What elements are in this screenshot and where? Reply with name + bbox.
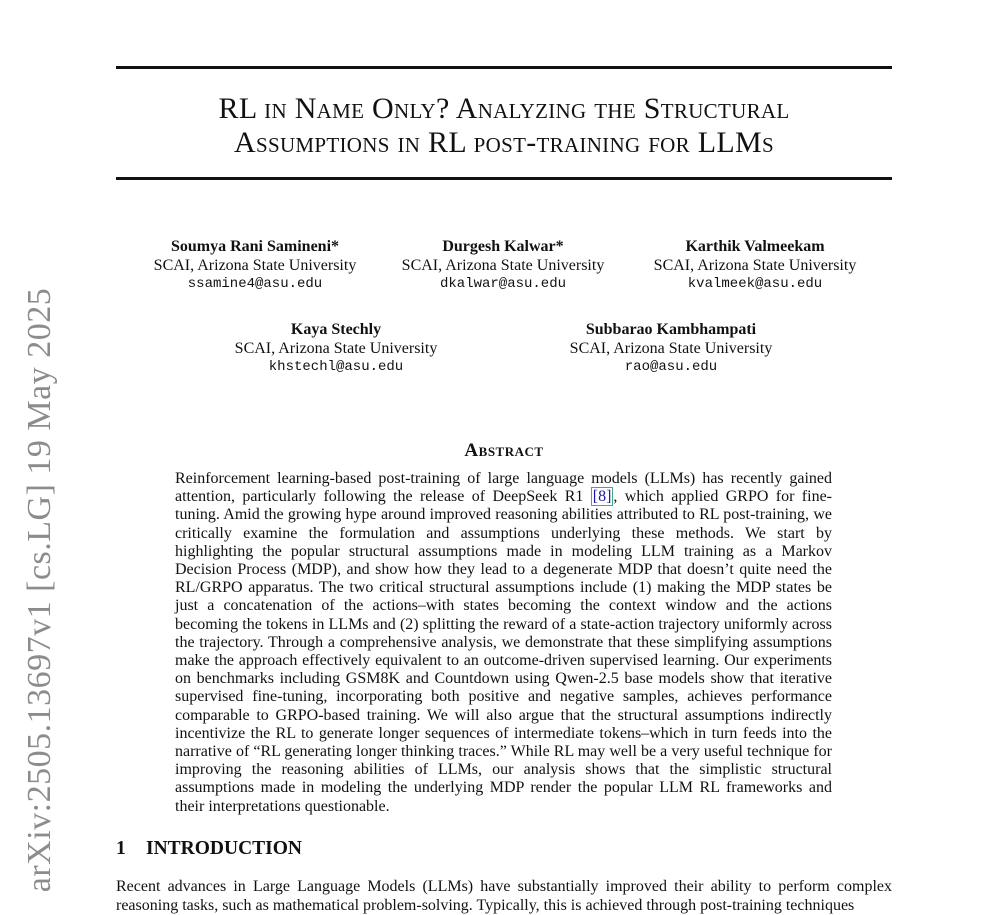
arxiv-stamp: arXiv:2505.13697v1 [cs.LG] 19 May 2025 [21,287,58,893]
author-name: Soumya Rani Samineni* [170,238,340,255]
author-affiliation: SCAI, Arizona State University [569,339,773,357]
author-email: ssamine4@asu.edu [187,276,323,292]
abstract-text: , which applied GRPO for fine-tuning. Amid the growing hype around improved reasoning abilities attributed to RL post-training, we critically examine the formulation and assumptions underlying these methods. We start by highlighting the popular structural assumptions made in modeling LLM training as a Markov Decision Process (MDP), and show how they lead to a degenerate MDP that doesn’t quite need the RL/GRPO apparatus. The two critical structural assumptions include (1) making the MDP states be just a concatenation of the actions–with states becoming the context window and the actions becoming the tokens in LLMs and (2) splitting the reward of a state-action trajectory uniformly across the trajectory. Through a comprehensive analysis, we demonstrate that these simplifying assumptions make the approach effectively equivalent to an outcome-driven supervised learning. Our experiments on benchmarks including GSM8K and Countdown using Qwen-2.5 base models show that iterative supervised fine-tuning, incorporating both positive and negative samples, achieves performance comparable to GRPO-based training. We will also argue that the structural assumptions indirectly incentivize the RL to generate longer sequences of intermediate tokens–which in turn feeds into the narrative of “RL generating longer thinking traces.” While RL may well be a very useful technique for improving the reasoning abilities of LLMs, our analysis shows that the simplistic structural assumptions made in modeling the underlying MDP render the popular LLM RL frameworks and their interpretations questionable. [175,488,833,815]
author-block [211,321,461,377]
author-email: dkalwar@asu.edu [439,276,567,292]
author-name: Subbarao Kambhampati [585,321,757,338]
title-line-1: RL in Name Only? Analyzing the Structural [218,92,790,125]
author-name: Kaya Stechly [290,321,382,338]
author-name: Durgesh Kalwar* [442,238,564,255]
author-affiliation: SCAI, Arizona State University [401,256,605,274]
title-top-rule [116,66,892,69]
author-block [546,321,796,377]
section-number: 1 [116,838,126,859]
author-block [130,238,380,294]
author-affiliation: SCAI, Arizona State University [653,256,857,274]
author-block [378,238,628,294]
author-email: rao@asu.edu [624,359,718,375]
author-block [630,238,880,294]
intro-paragraph: Recent advances in Large Language Models (LLMs) have substantially improved their ability to perform complex reasoning tasks, such as mathematical problem-solving. Typically, this is achieved through post-training techniques [116,878,892,914]
paper-title [116,92,892,160]
abstract-heading: Abstract [464,440,544,461]
author-affiliation: SCAI, Arizona State University [153,256,357,274]
section-heading [116,838,302,860]
abstract-body [175,470,832,816]
title-bottom-rule [116,177,892,180]
citation-link[interactable]: [8] [592,488,612,506]
author-email: khstechl@asu.edu [268,359,404,375]
abstract-text: Reinforcement learning-based post-training of large language models (LLMs) has recently gained attention, particularly following the release of DeepSeek R1 [175,470,832,506]
title-line-2: Assumptions in RL post-training for LLMs [234,126,774,159]
section-title: INTRODUCTION [146,838,303,859]
author-affiliation: SCAI, Arizona State University [234,339,438,357]
author-email: kvalmeek@asu.edu [687,276,823,292]
author-name: Karthik Valmeekam [685,238,825,255]
